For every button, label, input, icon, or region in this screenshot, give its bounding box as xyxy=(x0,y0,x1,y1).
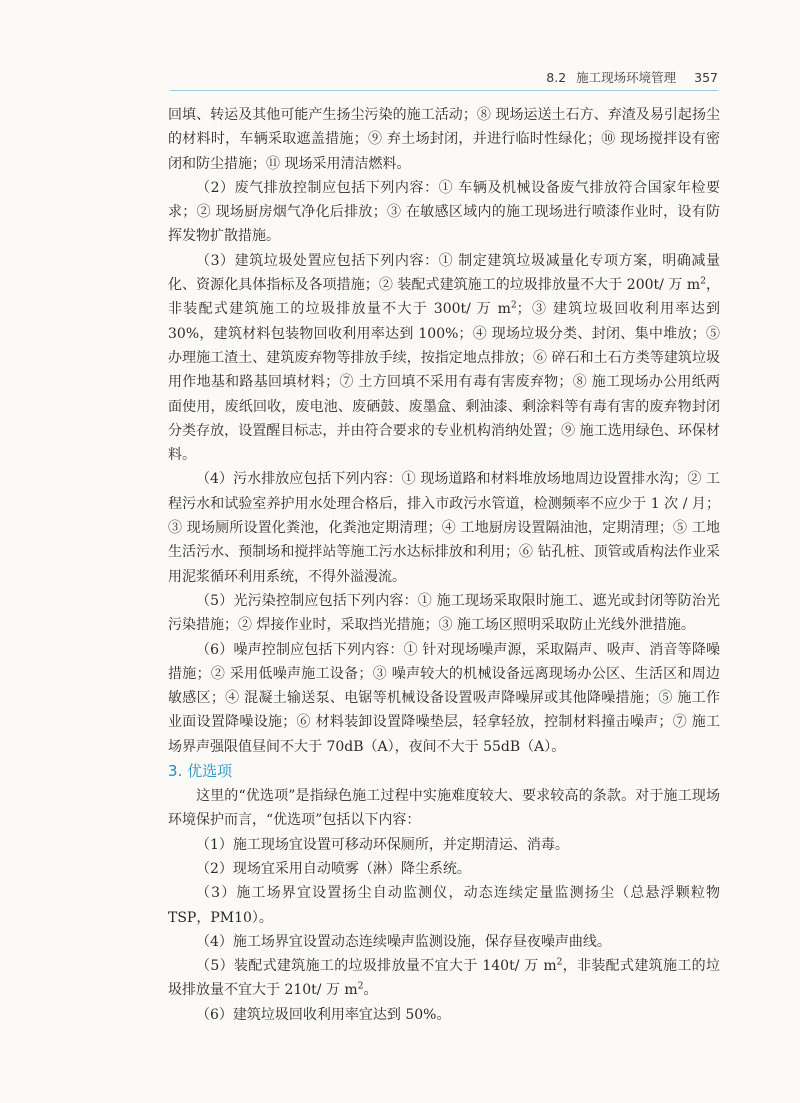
running-head xyxy=(546,68,718,86)
section-number: 8.2 xyxy=(546,70,567,85)
page-header xyxy=(0,0,800,95)
paragraph-noise-control: （6）噪声控制应包括下列内容：① 针对现场噪声源，采取隔声、吸声、消音等降噪措施；② 采用低噪声施工设备；③ 噪声较大的机械设备远离现场办公区、生活区和周边敏感区；④ 混凝土输送泵、电锯等机械设备设置吸声降噪屏或其他降噪措施；⑤ 施工作业面设置降噪设施；⑥ 材料装卸设置降噪垫层，轻拿轻放，控制材料撞击噪声；⑦ 施工场界声强限值昼间不大于 70dB（A），夜间不大于 55dB（A）。 xyxy=(168,641,720,755)
list-item-spray: （2）现场宜采用自动喷雾（淋）降尘系统。 xyxy=(196,860,471,877)
paragraph-continuation: 回填、转运及其他可能产生扬尘污染的施工活动；⑧ 现场运送土石方、弃渣及易引起扬尘的材料时，车辆采取遮盖措施；⑨ 弃土场封闭，并进行临时性绿化；⑩ 现场搅拌设有密闭和防尘措施；⑪ 现场采用清洁燃料。 xyxy=(168,107,720,172)
section-heading-preferred-items: 3. 优选项 xyxy=(168,762,233,781)
list-item-waste-limit: （5）装配式建筑施工的垃圾排放量不宜大于 140t/ 万 $m^2$，非装配式建筑施工的垃圾排放量不宜大于 210t/ 万 $m^2$。 xyxy=(168,957,720,999)
paragraph-light-pollution: （5）光污染控制应包括下列内容：① 施工现场采取限时施工、遮光或封闭等防治光污染措施；② 焊接作业时，采取挡光措施；③ 施工场区照明采取防止光线外泄措施。 xyxy=(168,592,720,634)
page-number: 357 xyxy=(694,70,718,85)
list-item-dust-monitor: （3）施工场界宜设置扬尘自动监测仪，动态连续定量监测扬尘（总悬浮颗粒物 TSP，PM10）。 xyxy=(168,885,720,926)
section-title: 施工现场环境管理 xyxy=(576,70,677,85)
paragraph-sewage-discharge: （4）污水排放应包括下列内容：① 现场道路和材料堆放场地周边设置排水沟；② 工程污水和试验室养护用水处理合格后，排入市政污水管道，检测频率不应少于 1 次 / 月；③ 现场厕所设置化粪池，化粪池定期清理；④ 工地厨房设置隔油池，定期清理；⑤ 工地生活污水、预制场和搅拌站等施工污水达标排放和利用；⑥ 钻孔桩、顶管或盾构法作业采用泥浆循环利用系统，不得外溢漫流。 xyxy=(168,471,720,585)
page-body xyxy=(168,103,720,1027)
list-item-toilet: （1）施工现场宜设置可移动环保厕所，并定期清运、消毒。 xyxy=(196,836,569,853)
paragraph-exhaust-control: （2）废气排放控制应包括下列内容：① 车辆及机械设备废气排放符合国家年检要求；② 现场厨房烟气净化后排放；③ 在敏感区域内的施工现场进行喷漆作业时，设有防挥发物扩散措施。 xyxy=(168,179,720,245)
paragraph-preferred-intro: 这里的“优选项”是指绿色施工过程中实施难度较大、要求较高的条款。对于施工现场环境保护而言，“优选项”包括以下内容： xyxy=(168,788,720,829)
header-rule xyxy=(170,90,718,91)
list-item-recycling-rate: （6）建筑垃圾回收利用率宜达到 50%。 xyxy=(196,1006,451,1023)
list-item-noise-monitor: （4）施工场界宜设置动态连续噪声监测设施，保存昼夜噪声曲线。 xyxy=(196,933,611,950)
paragraph-construction-waste: （3）建筑垃圾处置应包括下列内容：① 制定建筑垃圾减量化专项方案，明确减量化、资源化具体指标及各项措施；② 装配式建筑施工的垃圾排放量不大于 200t/ 万 $m^2$，非装配式建筑施工的垃圾排放量不大于 300t/ 万 $m^2$；③ 建筑垃圾回收利用率达到 30%，建筑材料包装物回收利用率达到 100%；④ 现场垃圾分类、封闭、集中堆放；⑤ 办理施工渣土、建筑废弃物等排放手续，按指定地点排放；⑥ 碎石和土石方类等建筑垃圾用作地基和路基回填材料；⑦ 土方回填不采用有毒有害废弃物；⑧ 施工现场办公用纸两面使用，废纸回收，废电池、废硒鼓、废墨盒、剩油漆、剩涂料等有毒有害的废弃物封闭分类存放，设置醒目标志，并由符合要求的专业机构消纳处置；⑨ 施工选用绿色、环保材料。 xyxy=(168,252,721,464)
